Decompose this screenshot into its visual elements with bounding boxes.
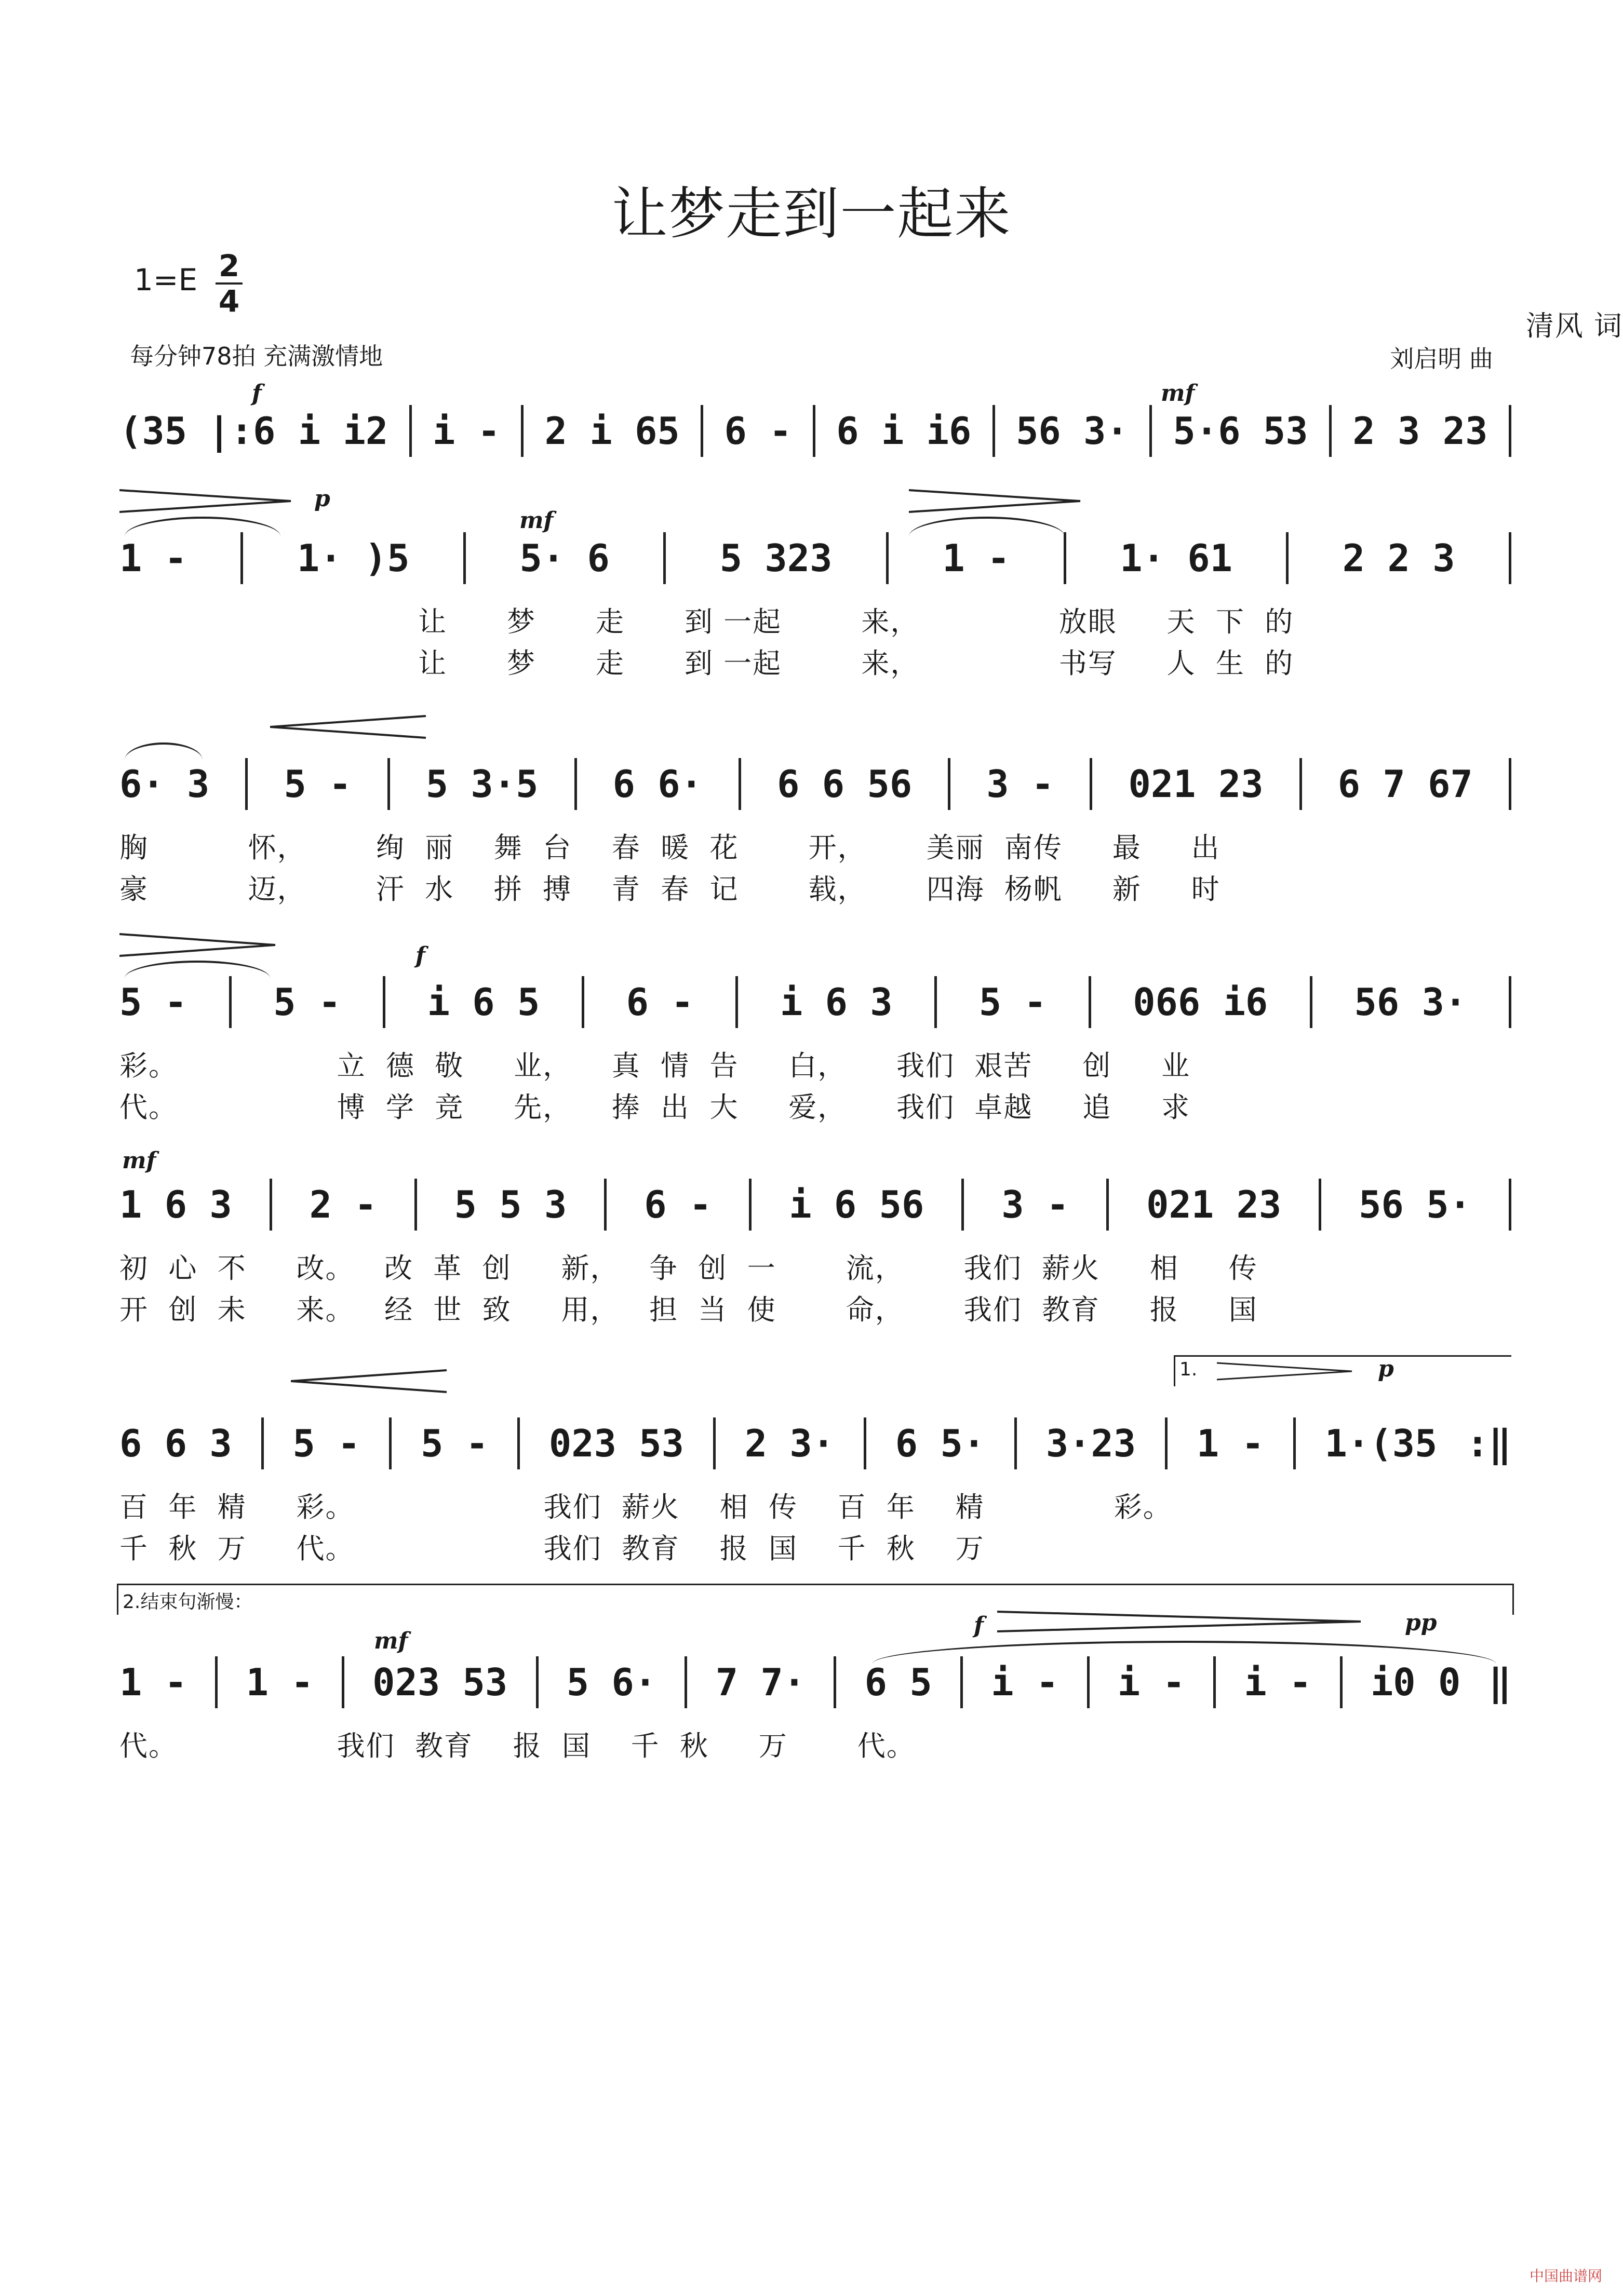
lyrics-verse-1: 胸 怀， 绚 丽 舞 台 春 暖 花 开， 美丽 南传 最 出: [119, 831, 1220, 864]
measure-notes: 023 53: [548, 1422, 684, 1465]
barline: [1509, 1179, 1511, 1231]
dynamic-forte: f: [415, 942, 425, 969]
score-line-6: [119, 1356, 1511, 1584]
lyrics-verse-2: 开 创 未 来。 经 世 致 用， 担 当 使 命， 我们 教育 报 国: [119, 1293, 1258, 1326]
measure-notes: 5 -: [119, 980, 187, 1024]
measure-notes: 5 323: [719, 536, 833, 580]
barline: [1509, 532, 1511, 584]
lyrics-verse-1: 代。 我们 教育 报 国 千 秋 万 代。: [119, 1730, 916, 1762]
barline: [992, 405, 995, 457]
measure-notes: 1· 61: [1120, 536, 1232, 580]
barline: [215, 1656, 218, 1708]
barline: [270, 1179, 272, 1231]
measure-notes: i -: [1117, 1660, 1185, 1704]
barline: [1299, 758, 1302, 810]
watermark: 中国曲谱网: [1529, 2267, 1602, 2285]
measure-notes: 6 7 67: [1337, 762, 1473, 806]
final-barline: :‖: [1466, 1422, 1511, 1465]
measure-notes: 5 -: [273, 980, 341, 1024]
dynamic-piano: p: [1378, 1356, 1394, 1382]
dynamic-forte: f: [974, 1612, 984, 1639]
lyrics-verse-2: 让 梦 走 到 一起 来， 书写 人 生 的: [119, 647, 1294, 680]
measure-notes: |:6 i i2: [208, 409, 388, 453]
measure-notes: 2 3 23: [1352, 409, 1488, 453]
measure-notes: 5·6 53: [1173, 409, 1308, 453]
measure-notes: 5· 6: [519, 536, 610, 580]
notes-line-7: [119, 1651, 1511, 1713]
lyrics-verse-2: 代。 博 学 竞 先， 捧 出 大 爱， 我们 卓越 追 求: [119, 1091, 1191, 1124]
first-ending-bracket: [1174, 1355, 1511, 1386]
barline: [886, 532, 889, 584]
barline: [414, 1179, 417, 1231]
lyrics-verse-1: 让 梦 走 到 一起 来， 放眼 天 下 的: [119, 605, 1294, 638]
measure-notes: 6 5: [864, 1660, 932, 1704]
decrescendo-hairpin: [909, 488, 1096, 514]
barline: [1340, 1656, 1343, 1708]
first-ending-label: 1.: [1179, 1359, 1198, 1380]
barline: [1509, 405, 1511, 457]
barline: [663, 532, 666, 584]
score-line-7: [119, 1591, 1511, 1822]
decrescendo-hairpin: [1217, 1361, 1367, 1382]
measure-notes: 6 5·: [895, 1422, 986, 1465]
measure-notes: 5 3·5: [425, 762, 539, 806]
measure-notes: 3 -: [986, 762, 1054, 806]
dynamic-mezzo-forte: mf: [1161, 380, 1195, 407]
measure-notes: 6 -: [644, 1183, 712, 1226]
measure-notes: i 6 56: [789, 1183, 924, 1226]
measure-notes: 1 -: [119, 536, 187, 580]
lyrics-verse-1: 初 心 不 改。 改 革 创 新， 争 创 一 流， 我们 薪火 相 传: [119, 1252, 1258, 1285]
barline: [834, 1656, 836, 1708]
measure-notes: 5 6·: [566, 1660, 657, 1704]
measure-notes: 1 -: [246, 1660, 314, 1704]
barline: [961, 1179, 964, 1231]
decrescendo-hairpin: [997, 1610, 1371, 1633]
measure-notes: i0 0: [1370, 1660, 1461, 1704]
barline: [864, 1417, 866, 1469]
measure-notes: 6 6 3: [119, 1422, 232, 1465]
barline: [713, 1417, 716, 1469]
score-line-5: [119, 1147, 1511, 1345]
dynamic-mezzo-forte: mf: [519, 507, 554, 534]
notes-line-1: [119, 400, 1511, 462]
measure-notes: 6· 3: [119, 762, 210, 806]
tempo-marking: 每分钟78拍 充满激情地: [130, 342, 383, 370]
measure-notes: 5 -: [292, 1422, 360, 1465]
barline: [960, 1656, 963, 1708]
barline: [240, 532, 243, 584]
dynamic-forte: f: [252, 380, 262, 407]
barline: [1106, 1179, 1109, 1231]
barline: [1014, 1417, 1017, 1469]
barline: [1310, 976, 1312, 1028]
barline: [1087, 1656, 1090, 1708]
lyrics-verse-2: 千 秋 万 代。 我们 教育 报 国 千 秋 万: [119, 1532, 985, 1565]
key-signature: 1=E: [134, 262, 198, 298]
notes-line-6: [119, 1412, 1511, 1475]
measure-notes: 1 6 3: [119, 1183, 232, 1226]
lyricist-credit: 清风 词: [1525, 309, 1623, 342]
decrescendo-hairpin: [119, 932, 291, 958]
measure-notes: 6 -: [626, 980, 694, 1024]
lyrics-verse-1: 百 年 精 彩。 我们 薪火 相 传 百 年 精 彩。: [119, 1491, 1172, 1523]
measure-notes: 021 23: [1146, 1183, 1282, 1226]
final-barline: ‖: [1488, 1660, 1511, 1704]
notes-line-4: [119, 971, 1511, 1033]
measure-notes: 066 i6: [1133, 980, 1268, 1024]
measure-notes: 56 3·: [1354, 980, 1467, 1024]
lyrics-verse-1: 彩。 立 德 敬 业， 真 情 告 白， 我们 艰苦 创 业: [119, 1049, 1191, 1082]
measure-notes: 3 -: [1001, 1183, 1069, 1226]
measure-notes: 021 23: [1128, 762, 1264, 806]
barline: [229, 976, 232, 1028]
dynamic-piano: p: [314, 485, 330, 512]
barline: [1509, 758, 1511, 810]
barline: [1293, 1417, 1296, 1469]
notes-line-2: [119, 527, 1511, 589]
composer-credit: 刘启明 曲: [1390, 345, 1493, 373]
second-ending-label: 2.结束句渐慢：: [123, 1591, 253, 1613]
barline: [1089, 976, 1091, 1028]
notes-line-3: [119, 753, 1511, 815]
measure-notes: 5 -: [284, 762, 352, 806]
barline: [1165, 1417, 1168, 1469]
barline: [463, 532, 466, 584]
measure-notes: 6 6 56: [777, 762, 913, 806]
barline: [735, 976, 738, 1028]
barline: [387, 758, 390, 810]
barline: [813, 405, 815, 457]
barline: [739, 758, 741, 810]
measure-notes: 6 6·: [612, 762, 703, 806]
barline: [383, 976, 385, 1028]
barline: [604, 1179, 607, 1231]
barline: [1319, 1179, 1321, 1231]
notes-line-5: [119, 1173, 1511, 1236]
measure-notes: i -: [432, 409, 500, 453]
measure-notes: 023 53: [372, 1660, 508, 1704]
barline: [517, 1417, 520, 1469]
measure-notes: 2 3·: [744, 1422, 835, 1465]
crescendo-hairpin: [270, 714, 436, 740]
barline: [1213, 1656, 1216, 1708]
measure-notes: 1 -: [119, 1660, 187, 1704]
measure-notes: 2 i 65: [544, 409, 680, 453]
barline: [934, 976, 937, 1028]
barline: [1090, 758, 1092, 810]
time-signature-top: 2: [218, 248, 240, 283]
measure-notes: 56 3·: [1016, 409, 1129, 453]
measure-notes: i -: [991, 1660, 1059, 1704]
barline: [1064, 532, 1066, 584]
score-line-3: [119, 753, 1511, 924]
barline: [389, 1417, 392, 1469]
measure-notes: 1 -: [942, 536, 1010, 580]
dynamic-mezzo-forte: mf: [374, 1628, 408, 1654]
dynamic-pianissimo: pp: [1405, 1610, 1437, 1636]
measure-notes: i 6 5: [427, 980, 540, 1024]
measure-notes: 2 2 3: [1342, 536, 1455, 580]
lyrics-verse-2: 豪 迈， 汗 水 拼 搏 青 春 记 载， 四海 杨帆 新 时: [119, 873, 1220, 906]
score-title: 让梦走到一起来: [611, 182, 1012, 247]
measure-notes: 5 -: [421, 1422, 489, 1465]
measure-notes: i 6 3: [780, 980, 893, 1024]
barline: [1286, 532, 1289, 584]
barline: [749, 1179, 752, 1231]
measure-notes: 56 5·: [1359, 1183, 1471, 1226]
barline: [536, 1656, 539, 1708]
measure-notes: i -: [1244, 1660, 1312, 1704]
measure-notes: 6 i i6: [836, 409, 972, 453]
score-line-2: [119, 485, 1511, 698]
barline: [521, 405, 524, 457]
barline: [261, 1417, 264, 1469]
measure-notes: (35: [119, 409, 187, 453]
time-signature-bottom: 4: [218, 283, 240, 319]
barline: [685, 1656, 687, 1708]
measure-notes: 7 7·: [715, 1660, 806, 1704]
barline: [409, 405, 412, 457]
barline: [1149, 405, 1152, 457]
decrescendo-hairpin: [119, 488, 306, 514]
measure-notes: 1 -: [1196, 1422, 1264, 1465]
measure-notes: 2 -: [309, 1183, 377, 1226]
score-line-4: [119, 942, 1511, 1142]
measure-notes: 3·23: [1045, 1422, 1136, 1465]
measure-notes: 6 -: [724, 409, 792, 453]
measure-notes: 1· )5: [297, 536, 410, 580]
barline: [701, 405, 703, 457]
barline: [1509, 976, 1511, 1028]
measure-notes: 1·(35: [1324, 1422, 1438, 1465]
measure-notes: 5 -: [978, 980, 1047, 1024]
barline: [342, 1656, 344, 1708]
barline: [948, 758, 950, 810]
measure-notes: 5 5 3: [454, 1183, 567, 1226]
barline: [1329, 405, 1332, 457]
crescendo-hairpin: [291, 1368, 457, 1394]
barline: [582, 976, 584, 1028]
dynamic-mezzo-forte: mf: [122, 1147, 156, 1174]
barline: [245, 758, 248, 810]
barline: [574, 758, 577, 810]
